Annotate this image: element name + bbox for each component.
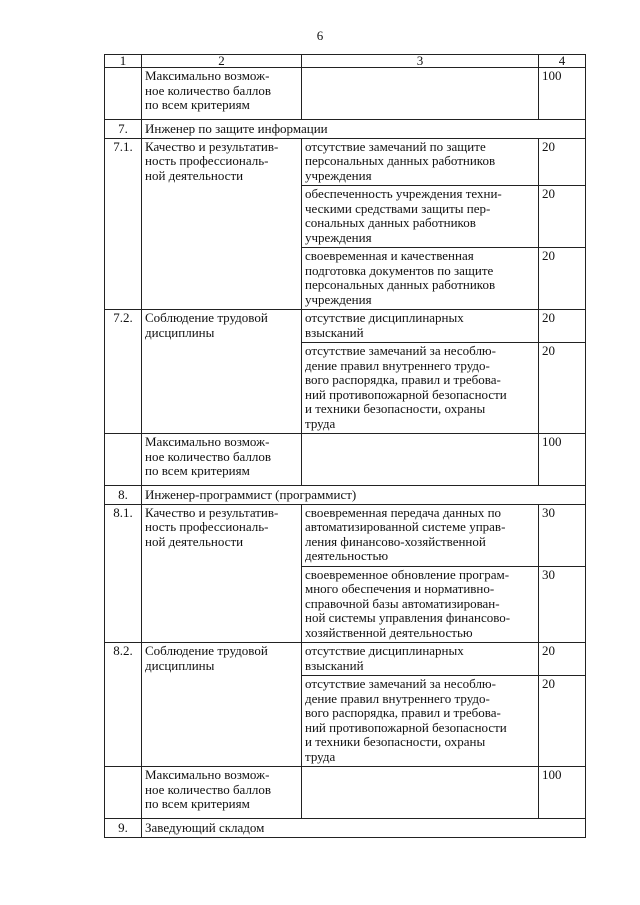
column-number-2: 2 [142,55,302,68]
indicator-points: 30 [539,566,586,643]
criterion-name: Качество и результатив- ность профессиональ- ной деятельности [142,138,302,310]
row-number-cell [105,68,142,120]
section-number: 9. [105,819,142,838]
criterion-name: Соблюдение трудовой дисциплины [142,643,302,767]
indicator-points: 20 [539,310,586,343]
indicator-text: обеспеченность учреждения техни- ческими средствами защиты пер- сональных данных работников учреждения [302,186,539,248]
indicator-points: 20 [539,676,586,767]
indicator-points: 20 [539,343,586,434]
section-title: Инженер по защите информации [142,120,586,139]
max-score-value: 100 [539,767,586,819]
subsection-number: 8.1. [105,504,142,643]
empty-cell [302,68,539,120]
section-title: Инженер-программист (программист) [142,486,586,505]
section-header-row [105,120,586,139]
table-row [105,68,586,120]
table-row [105,767,586,819]
indicator-text: своевременная передача данных по автоматизированной системе управ- ления финансово-хозяйственной деятельностью [302,504,539,566]
subsection-number: 8.2. [105,643,142,767]
column-number-row [105,55,586,68]
criterion-name: Качество и результатив- ность профессиональ- ной деятельности [142,504,302,643]
page-number: 6 [316,28,324,43]
indicator-points: 20 [539,248,586,310]
indicator-text: отсутствие замечаний за несоблю- дение правил внутреннего трудо- вого распорядка, правил и требова- ний противопожарной безопасности и техники безопасности, охраны труда [302,676,539,767]
table-row [105,643,586,676]
indicator-points: 20 [539,186,586,248]
subsection-number: 7.1. [105,138,142,310]
section-header-row [105,819,586,838]
max-score-value: 100 [539,434,586,486]
max-score-value: 100 [539,68,586,120]
table-row [105,434,586,486]
column-number-1: 1 [105,55,142,68]
column-number-3: 3 [302,55,539,68]
row-number-cell [105,434,142,486]
table-row [105,138,586,186]
indicator-points: 30 [539,504,586,566]
section-header-row [105,486,586,505]
indicator-text: отсутствие замечаний за несоблю- дение правил внутреннего трудо- вого распорядка, правил и требова- ний противопожарной безопасности и техники безопасности, охраны труда [302,343,539,434]
indicator-points: 20 [539,643,586,676]
table-row [105,504,586,566]
indicator-points: 20 [539,138,586,186]
subsection-number: 7.2. [105,310,142,434]
max-score-label: Максимально возмож- ное количество баллов по всем критериям [142,767,302,819]
indicator-text: отсутствие дисциплинарных взысканий [302,310,539,343]
indicator-text: своевременная и качественная подготовка документов по защите персональных данных работников учреждения [302,248,539,310]
criterion-name: Соблюдение трудовой дисциплины [142,310,302,434]
empty-cell [302,767,539,819]
max-score-label: Максимально возмож- ное количество баллов по всем критериям [142,68,302,120]
section-number: 7. [105,120,142,139]
section-title: Заведующий складом [142,819,586,838]
table-row [105,310,586,343]
section-number: 8. [105,486,142,505]
max-score-label: Максимально возмож- ное количество баллов по всем критериям [142,434,302,486]
empty-cell [302,434,539,486]
indicator-text: своевременное обновление програм- много обеспечения и нормативно- справочной базы автоматизирован- ной системы управления финансово- хозяйственной деятельностью [302,566,539,643]
indicator-text: отсутствие замечаний по защите персональных данных работников учреждения [302,138,539,186]
column-number-4: 4 [539,55,586,68]
criteria-table [104,54,586,838]
row-number-cell [105,767,142,819]
indicator-text: отсутствие дисциплинарных взысканий [302,643,539,676]
